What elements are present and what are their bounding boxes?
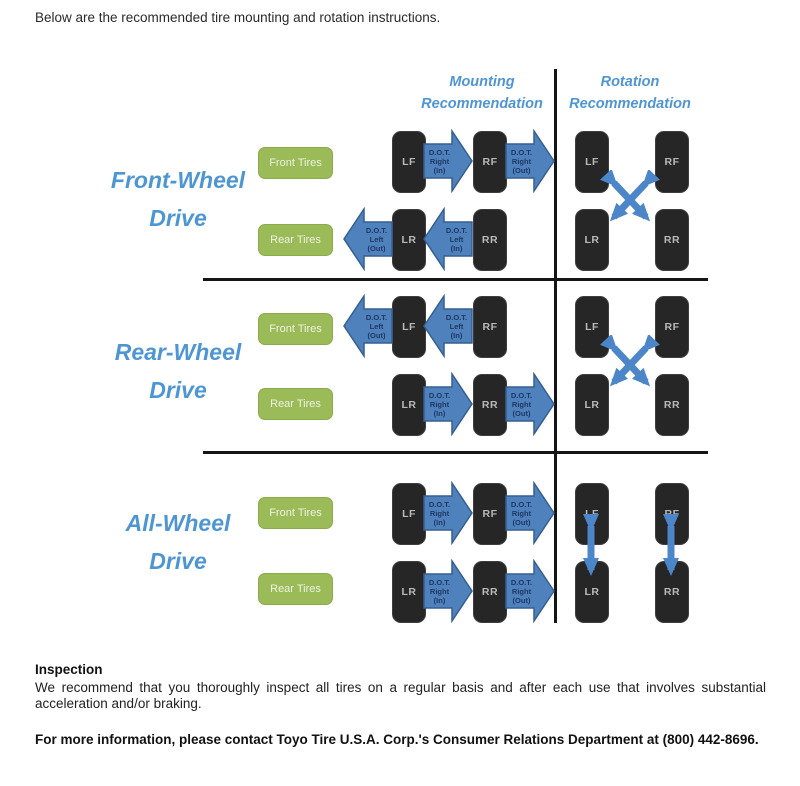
tire-rr: RR: [473, 561, 507, 623]
rotation-tire-rr: RR: [655, 561, 689, 623]
tire-lr: LR: [392, 374, 426, 436]
front-tires-badge: Front Tires: [258, 147, 333, 179]
tire-lf: LF: [392, 131, 426, 193]
front-to-back-arrow-icon: [660, 512, 682, 584]
rotation-tire-lr: LR: [575, 209, 609, 271]
arrow-label-line: D.O.T.: [428, 577, 451, 587]
arrow-label-line: D.O.T.: [510, 499, 533, 509]
arrow-label-line: (In): [433, 595, 446, 605]
rear-tires-badge: Rear Tires: [258, 388, 333, 420]
mounting-header: [402, 71, 562, 115]
dot-right-out-arrow: [505, 129, 555, 193]
drive-label-line1: Rear-Wheel: [114, 339, 242, 365]
tire-lr: LR: [392, 209, 426, 271]
dot-right-out-arrow: [505, 481, 555, 545]
rotation-tire-rr: RR: [655, 374, 689, 436]
arrow-label: [424, 129, 455, 193]
drive-label-line1: All-Wheel: [125, 510, 231, 536]
arrow-label-line: (In): [450, 243, 463, 253]
drive-label-line1: Front-Wheel: [110, 167, 246, 193]
arrow-label-line: (Out): [367, 243, 386, 253]
drive-label-line2: Drive: [149, 205, 207, 231]
tire-lr: LR: [392, 561, 426, 623]
tire-lf: LF: [392, 296, 426, 358]
dot-left-out-arrow: [343, 207, 393, 271]
arrow-label-line: Right: [429, 399, 450, 409]
tire-lf: LF: [392, 483, 426, 545]
arrow-label: [361, 294, 392, 358]
inspection-heading: Inspection: [35, 662, 103, 677]
arrow-label: [506, 372, 537, 436]
arrow-label-line: Right: [511, 508, 532, 518]
dot-right-out-arrow: [505, 372, 555, 436]
mounting-header-line2: Recommendation: [421, 96, 543, 112]
rotation-header-line2: Recommendation: [569, 96, 691, 112]
arrow-label-line: D.O.T.: [428, 390, 451, 400]
tire-rf: RF: [473, 131, 507, 193]
front-tires-badge: Front Tires: [258, 497, 333, 529]
rotation-cross-arrows-icon: [598, 335, 662, 395]
drive-label-all-wheel: [73, 504, 283, 580]
arrow-label-line: (Out): [512, 408, 531, 418]
rotation-tire-rf: RF: [655, 483, 689, 545]
dot-right-in-arrow: [423, 559, 473, 623]
arrow-label: [441, 207, 472, 271]
drive-label-rear-wheel: [73, 333, 283, 409]
dot-right-in-arrow: [423, 372, 473, 436]
dot-left-in-arrow: [423, 207, 473, 271]
arrow-label-line: D.O.T.: [510, 390, 533, 400]
arrow-label-line: Left: [449, 234, 464, 244]
drive-label-line2: Drive: [149, 548, 207, 574]
rotation-tire-lr: LR: [575, 561, 609, 623]
rotation-header-line1: Rotation: [600, 74, 660, 90]
rotation-tire-lr: LR: [575, 374, 609, 436]
tire-rr: RR: [473, 374, 507, 436]
arrow-label-line: (Out): [512, 165, 531, 175]
rotation-tire-rf: RF: [655, 296, 689, 358]
arrow-label-line: (In): [433, 165, 446, 175]
rotation-tire-lf: LF: [575, 131, 609, 193]
arrow-label-line: Right: [511, 586, 532, 596]
arrow-label-line: Right: [511, 156, 532, 166]
tire-rf: RF: [473, 296, 507, 358]
front-to-back-arrow-icon: [580, 512, 602, 584]
rear-tires-badge: Rear Tires: [258, 573, 333, 605]
contact-info: For more information, please contact Toyo Tire U.S.A. Corp.'s Consumer Relations Department at (800) 442-8696.: [35, 732, 759, 747]
dot-right-in-arrow: [423, 481, 473, 545]
arrow-label-line: D.O.T.: [365, 225, 388, 235]
arrow-label-line: Left: [449, 321, 464, 331]
dot-right-in-arrow: [423, 129, 473, 193]
rotation-tire-lf: LF: [575, 296, 609, 358]
rotation-header: [550, 71, 710, 115]
rotation-tire-lf: LF: [575, 483, 609, 545]
arrow-label: [361, 207, 392, 271]
dot-right-out-arrow: [505, 559, 555, 623]
arrow-label-line: Left: [369, 234, 384, 244]
arrow-label: [506, 481, 537, 545]
arrow-label: [424, 559, 455, 623]
drive-label-front-wheel: [73, 161, 283, 237]
dot-left-out-arrow: [343, 294, 393, 358]
mounting-header-line1: Mounting: [449, 74, 515, 90]
arrow-label-line: (In): [433, 517, 446, 527]
row-divider-line-2: [203, 451, 708, 454]
arrow-label: [506, 129, 537, 193]
arrow-label-line: D.O.T.: [445, 225, 468, 235]
arrow-label-line: Left: [369, 321, 384, 331]
arrow-label-line: Right: [511, 399, 532, 409]
arrow-label-line: D.O.T.: [510, 147, 533, 157]
arrow-label-line: (Out): [512, 517, 531, 527]
arrow-label: [424, 481, 455, 545]
inspection-body: We recommend that you thoroughly inspect all tires on a regular basis and after each use that involves substantial acceleration and/or braking.: [35, 680, 766, 711]
front-tires-badge: Front Tires: [258, 313, 333, 345]
rotation-cross-arrows-icon: [598, 170, 662, 230]
drive-label-line2: Drive: [149, 377, 207, 403]
rotation-tire-rf: RF: [655, 131, 689, 193]
rotation-tire-rr: RR: [655, 209, 689, 271]
rear-tires-badge: Rear Tires: [258, 224, 333, 256]
arrow-label-line: (Out): [367, 330, 386, 340]
tire-rr: RR: [473, 209, 507, 271]
arrow-label-line: D.O.T.: [445, 312, 468, 322]
arrow-label: [506, 559, 537, 623]
intro-text: Below are the recommended tire mounting and rotation instructions.: [35, 10, 441, 25]
arrow-label: [441, 294, 472, 358]
arrow-label-line: D.O.T.: [428, 499, 451, 509]
arrow-label-line: (In): [433, 408, 446, 418]
arrow-label-line: (Out): [512, 595, 531, 605]
arrow-label: [424, 372, 455, 436]
arrow-label-line: Right: [429, 156, 450, 166]
arrow-label-line: Right: [429, 586, 450, 596]
dot-left-in-arrow: [423, 294, 473, 358]
arrow-label-line: D.O.T.: [428, 147, 451, 157]
arrow-label-line: D.O.T.: [365, 312, 388, 322]
arrow-label-line: Right: [429, 508, 450, 518]
tire-rf: RF: [473, 483, 507, 545]
arrow-label-line: (In): [450, 330, 463, 340]
arrow-label-line: D.O.T.: [510, 577, 533, 587]
row-divider-line-1: [203, 278, 708, 281]
